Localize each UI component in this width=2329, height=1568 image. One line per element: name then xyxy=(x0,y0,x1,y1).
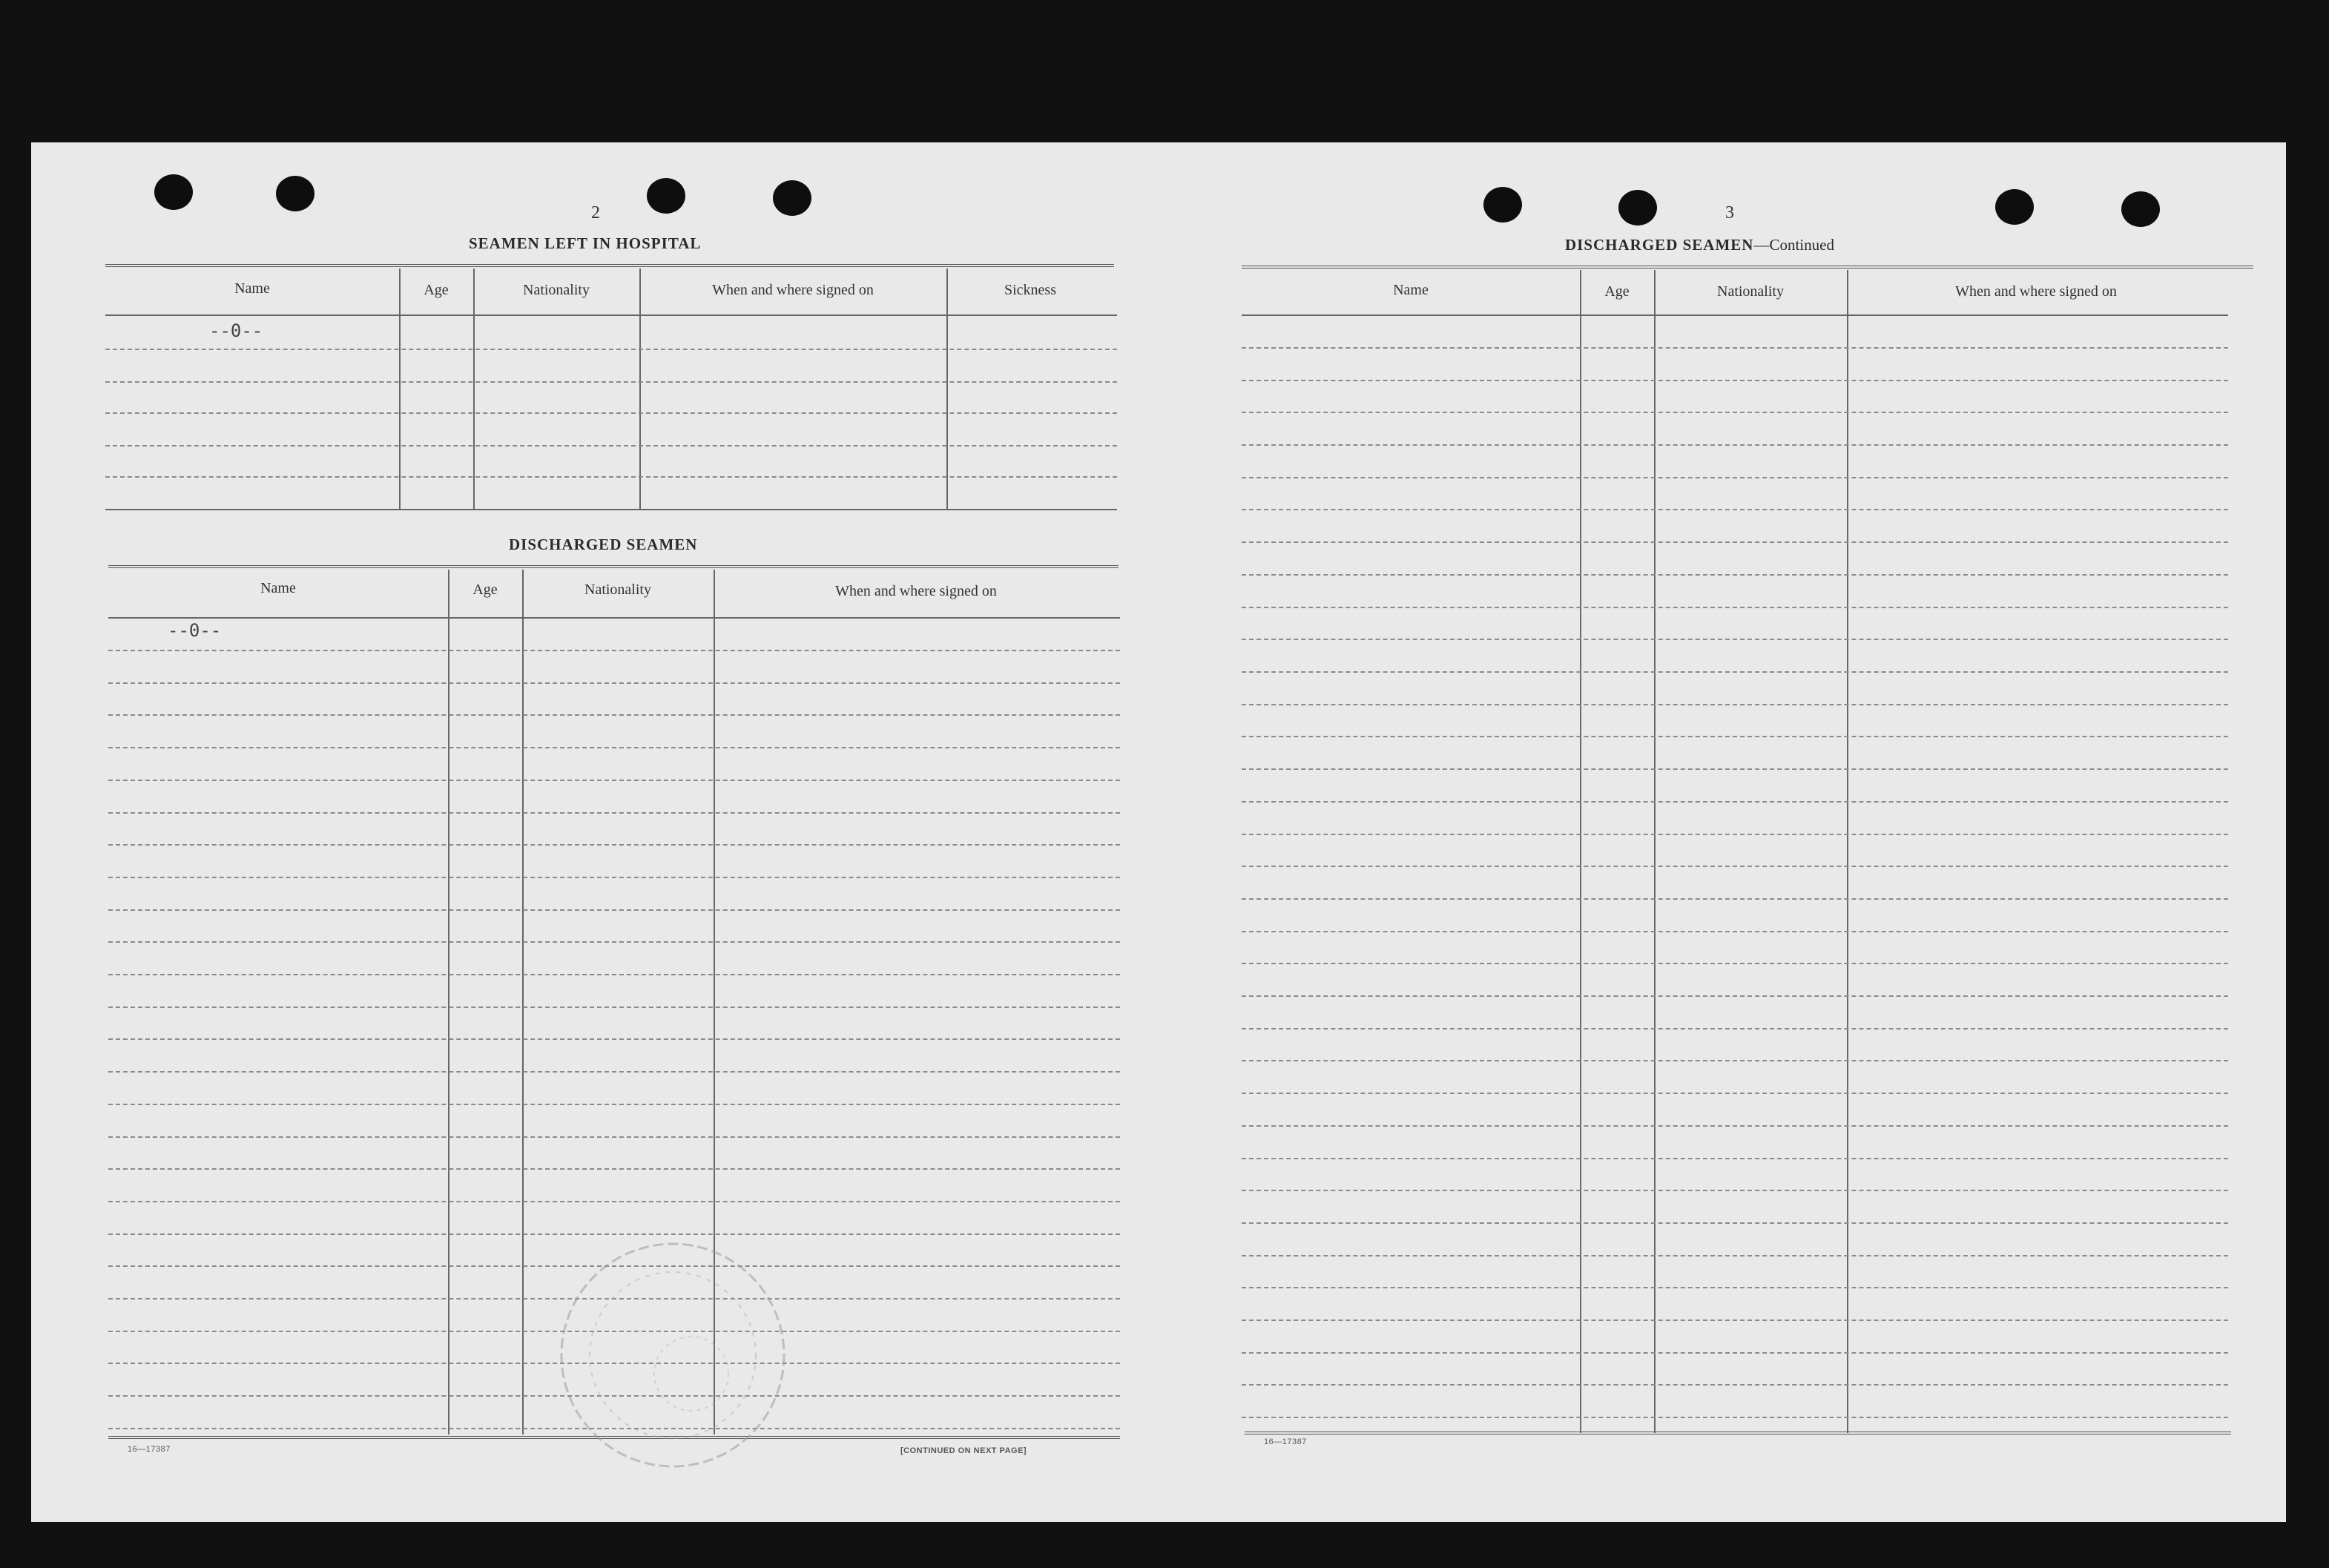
hospital-entry: --0-- xyxy=(209,320,263,341)
ruled-row-line xyxy=(1242,1320,2228,1321)
continued-note: [CONTINUED ON NEXT PAGE] xyxy=(900,1446,1027,1455)
right-title-rule xyxy=(1242,266,2253,269)
ruled-row-line xyxy=(1242,1190,2228,1191)
ruled-row-line xyxy=(1242,1125,2228,1127)
ruled-row-line xyxy=(108,974,1120,975)
ruled-row-line xyxy=(108,909,1120,911)
ruled-row-line xyxy=(108,747,1120,748)
ruled-row-line xyxy=(108,941,1120,943)
discharged-col-divider xyxy=(522,570,524,1434)
ruled-row-line xyxy=(1242,866,2228,867)
discharged-header-line xyxy=(108,617,1120,619)
ruled-row-line xyxy=(1242,931,2228,932)
form-sheet xyxy=(31,142,2286,1522)
ruled-row-line xyxy=(108,1104,1120,1105)
ruled-row-line xyxy=(1242,1384,2228,1386)
hospital-row-line xyxy=(105,412,1117,414)
ruled-row-line xyxy=(1242,1060,2228,1061)
ruled-row-line xyxy=(1242,963,2228,964)
ruled-row-line xyxy=(1242,541,2228,543)
hospital-row-line xyxy=(105,381,1117,383)
ruled-row-line xyxy=(1242,768,2228,770)
ruled-row-line xyxy=(1242,834,2228,835)
hospital-row-line xyxy=(105,445,1117,447)
ruled-row-line xyxy=(108,650,1120,651)
ruled-row-line xyxy=(1242,1093,2228,1094)
punch-hole xyxy=(647,178,685,214)
hospital-col-divider xyxy=(473,269,475,510)
ruled-row-line xyxy=(108,1007,1120,1008)
ruled-row-line xyxy=(1242,995,2228,997)
ruled-row-line xyxy=(108,844,1120,846)
form-code-right: 16—17387 xyxy=(1264,1437,1307,1446)
hospital-row-line xyxy=(105,349,1117,350)
discharged-section-title: DISCHARGED SEAMEN xyxy=(509,536,698,553)
ruled-row-line xyxy=(1242,412,2228,413)
discharged-col-signed-on: When and where signed on xyxy=(835,583,997,599)
ruled-row-line xyxy=(1242,574,2228,576)
ruled-row-line xyxy=(1242,380,2228,381)
punch-hole xyxy=(1618,190,1657,225)
hospital-col-age: Age xyxy=(424,282,449,298)
ruled-row-line xyxy=(1242,1352,2228,1354)
hospital-col-signed-on: When and where signed on xyxy=(712,282,874,298)
ruled-row-line xyxy=(1242,1222,2228,1224)
ruled-row-line xyxy=(108,1168,1120,1170)
hospital-col-divider xyxy=(639,269,641,510)
ruled-row-line xyxy=(1242,1158,2228,1159)
ruled-row-line xyxy=(1242,704,2228,705)
right-bottom-rule xyxy=(1245,1432,2231,1434)
discharged-continued-suffix: —Continued xyxy=(1753,236,1834,254)
punch-hole xyxy=(2121,191,2160,227)
hospital-row-line xyxy=(105,476,1117,478)
ruled-row-line xyxy=(108,1071,1120,1073)
ruled-row-line xyxy=(1242,509,2228,510)
hospital-col-divider xyxy=(399,269,401,510)
hospital-col-divider xyxy=(946,269,948,510)
discharged-col-name: Name xyxy=(260,580,296,596)
page-number-right: 3 xyxy=(1725,203,1734,223)
discharged-col-nationality: Nationality xyxy=(584,582,651,598)
discharged-col-divider xyxy=(448,570,449,1434)
ruled-row-line xyxy=(108,1136,1120,1138)
right-col-nationality: Nationality xyxy=(1717,283,1784,300)
ruled-row-line xyxy=(1242,736,2228,737)
right-col-signed-on: When and where signed on xyxy=(1955,283,2117,300)
ruled-row-line xyxy=(108,877,1120,878)
discharged-entry: --0-- xyxy=(168,620,222,641)
ruled-row-line xyxy=(1242,1255,2228,1256)
discharged-continued-title xyxy=(1565,236,1834,254)
ruled-row-line xyxy=(1242,801,2228,803)
ruled-row-line xyxy=(1242,1287,2228,1288)
punch-hole xyxy=(276,176,314,211)
right-col-age: Age xyxy=(1604,283,1630,300)
ruled-row-line xyxy=(1242,607,2228,608)
discharged-continued-title-main: DISCHARGED SEAMEN xyxy=(1565,236,1754,254)
ruled-row-line xyxy=(1242,1028,2228,1030)
ruled-row-line xyxy=(108,812,1120,814)
ruled-row-line xyxy=(108,714,1120,716)
hospital-col-nationality: Nationality xyxy=(523,282,590,298)
form-code-left: 16—17387 xyxy=(128,1445,171,1454)
hospital-title-rule xyxy=(105,264,1114,267)
punch-hole xyxy=(1995,189,2034,225)
ruled-row-line xyxy=(1242,898,2228,900)
ruled-row-line xyxy=(1242,477,2228,478)
ruled-row-line xyxy=(108,682,1120,684)
ruled-row-line xyxy=(1242,444,2228,446)
hospital-bottom-line xyxy=(105,509,1117,510)
hospital-col-sickness: Sickness xyxy=(1004,282,1056,298)
punch-hole xyxy=(773,180,811,216)
page-number-left: 2 xyxy=(591,203,600,223)
punch-hole xyxy=(1483,187,1522,223)
ruled-row-line xyxy=(108,1038,1120,1040)
ruled-row-line xyxy=(1242,347,2228,349)
hospital-header-line xyxy=(105,314,1117,316)
ruled-row-line xyxy=(1242,639,2228,640)
ruled-row-line xyxy=(108,1201,1120,1202)
right-header-line xyxy=(1242,314,2228,316)
punch-hole xyxy=(154,174,193,210)
ruled-row-line xyxy=(1242,671,2228,673)
discharged-title-rule xyxy=(108,565,1119,568)
discharged-col-age: Age xyxy=(472,582,498,598)
ruled-row-line xyxy=(1242,1417,2228,1418)
hospital-col-name: Name xyxy=(234,280,270,297)
hospital-section-title: SEAMEN LEFT IN HOSPITAL xyxy=(469,234,702,252)
ruled-row-line xyxy=(108,780,1120,781)
faded-stamp-seal xyxy=(550,1233,795,1478)
right-col-name: Name xyxy=(1393,282,1429,298)
